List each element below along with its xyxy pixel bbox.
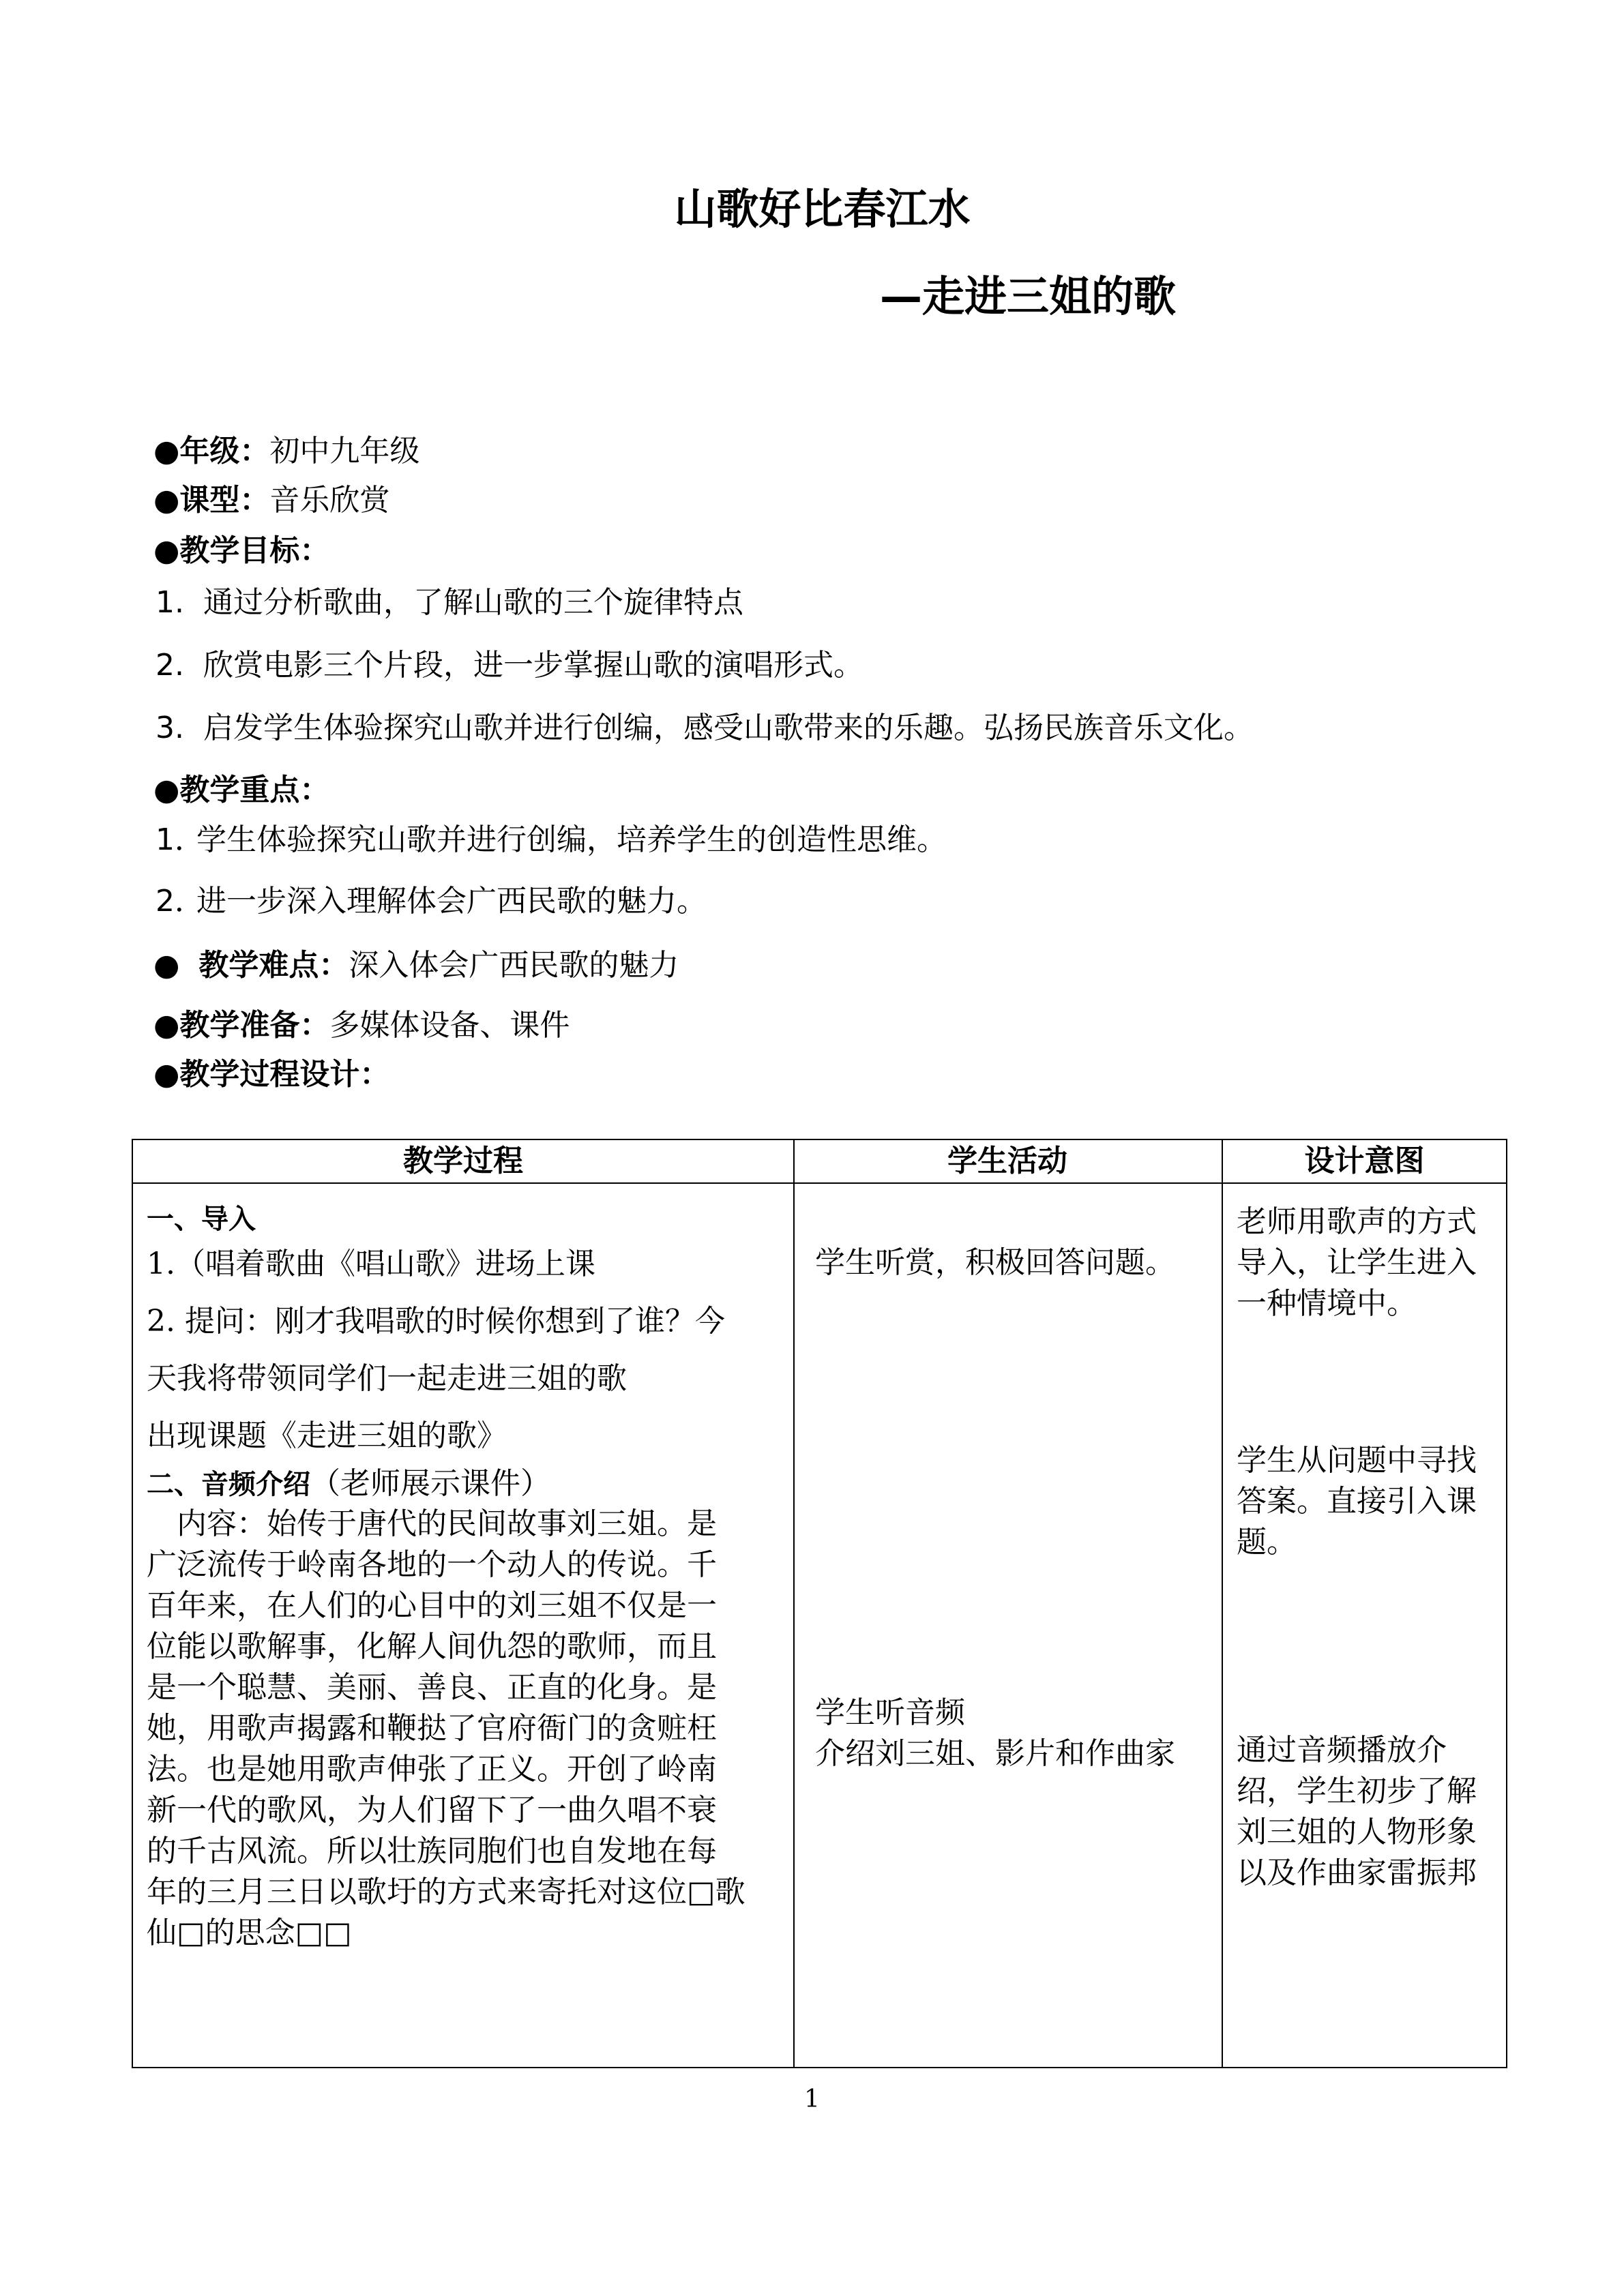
difficulty-line [153, 944, 1518, 987]
process-line: 1.（唱着歌曲《唱山歌》进场上课 [147, 1247, 595, 1281]
type-label: ●课型： [153, 483, 270, 518]
goal-number: 1. [156, 585, 184, 620]
goals-label: ●教学目标： [153, 533, 330, 568]
content-line: 新一代的歌风，为人们留下了一曲久唱不衰 [147, 1793, 717, 1828]
process-line: 2. 提问：刚才我唱歌的时候你想到了谁？今 [147, 1304, 725, 1339]
student-activity-text: 学生听赏，积极回答问题。 [815, 1245, 1175, 1280]
prep-value: 多媒体设备、课件 [329, 1008, 570, 1043]
design-intent-text: 老师用歌声的方式导入，让学生进入一种情境中。 [1237, 1204, 1477, 1321]
grade-label: ●年级： [153, 434, 270, 468]
teaching-process-cell [147, 1200, 781, 1954]
design-intent-text: 学生从问题中寻找答案。直接引入课题。 [1237, 1443, 1477, 1560]
key-heading [153, 769, 1518, 812]
grade-value: 初中九年级 [269, 434, 420, 468]
goal-text: 通过分析歌曲，了解山歌的三个旋律特点 [203, 585, 743, 620]
section-heading-row [147, 1465, 781, 1504]
design-intent-text: 通过音频播放介绍，学生初步了解刘三姐的人物形象以及作曲家雷振邦 [1237, 1733, 1477, 1890]
section-note: （老师展示课件） [310, 1466, 550, 1501]
key-text: 进一步深入理解体会广西民歌的魅力。 [196, 884, 707, 919]
goal-text: 欣赏电影三个片段，进一步掌握山歌的演唱形式。 [203, 648, 863, 683]
content-line: 仙□的思念□□ [147, 1915, 352, 1950]
goal-number: 3. [156, 711, 184, 745]
type-value: 音乐欣赏 [269, 483, 390, 518]
goal-item [156, 706, 1520, 750]
type-line [153, 479, 1518, 522]
key-label: ●教学重点： [153, 773, 330, 807]
key-item [156, 880, 1520, 923]
header-student-activity: 学生活动 [947, 1144, 1067, 1178]
difficulty-label: 教学难点： [198, 948, 349, 983]
difficulty-value: 深入体会广西民歌的魅力 [349, 948, 679, 983]
goal-item [156, 581, 1520, 625]
key-number: 2． [156, 884, 205, 919]
process-label: ●教学过程设计： [153, 1057, 390, 1092]
student-activity-text: 学生听音频 [815, 1695, 965, 1730]
goal-number: 2. [156, 648, 184, 683]
grade-line [153, 430, 1518, 473]
student-activity-text: 介绍刘三姐、影片和作曲家 [815, 1736, 1175, 1771]
header-divider [133, 1182, 1506, 1184]
key-number: 1． [156, 822, 205, 857]
prep-line [153, 1004, 1518, 1047]
page-number: 1 [804, 2085, 820, 2113]
goal-item [156, 644, 1520, 687]
key-text: 学生体验探究山歌并进行创编，培养学生的创造性思维。 [196, 822, 947, 857]
page-subtitle: —走进三姐的歌 [880, 271, 1177, 321]
content-line: 她，用歌声揭露和鞭挞了官府衙门的贪赃枉 [147, 1711, 717, 1746]
content-line: 的千古风流。所以壮族同胞们也自发地在每 [147, 1834, 717, 1868]
prep-label: ●教学准备： [153, 1008, 330, 1043]
content-line: 广泛流传于岭南各地的一个动人的传说。千 [147, 1547, 717, 1582]
goals-heading [153, 529, 1518, 573]
content-line: 位能以歌解事，化解人间仇怨的歌师，而且 [147, 1629, 717, 1664]
content-line: 百年来，在人们的心目中的刘三姐不仅是一 [147, 1588, 717, 1623]
process-line: 出现课题《走进三姐的歌》 [147, 1418, 507, 1453]
content-line: 是一个聪慧、美丽、善良、正直的化身。是 [147, 1670, 717, 1705]
column-divider [793, 1140, 795, 2067]
section-title: 一、导入 [147, 1204, 256, 1235]
header-design-intent: 设计意图 [1304, 1144, 1425, 1178]
content-line: 内容：始传于唐代的民间故事刘三姐。是 [147, 1506, 717, 1541]
content-line: 法。也是她用歌声伸张了正义。开创了岭南 [147, 1752, 717, 1787]
goal-text: 启发学生体验探究山歌并进行创编，感受山歌带来的乐趣。弘扬民族音乐文化。 [203, 711, 1254, 745]
difficulty-bullet: ● [153, 948, 180, 983]
lesson-table [132, 1139, 1507, 2068]
page-title: 山歌好比春江水 [674, 184, 971, 234]
process-line: 天我将带领同学们一起走进三姐的歌 [147, 1361, 627, 1396]
content-line: 年的三月三日以歌圩的方式来寄托对这位□歌 [147, 1875, 745, 1909]
header-teaching-process: 教学过程 [403, 1144, 523, 1178]
process-heading [153, 1053, 1518, 1097]
key-item [156, 818, 1520, 862]
section-title: 二、音频介绍 [147, 1469, 310, 1500]
